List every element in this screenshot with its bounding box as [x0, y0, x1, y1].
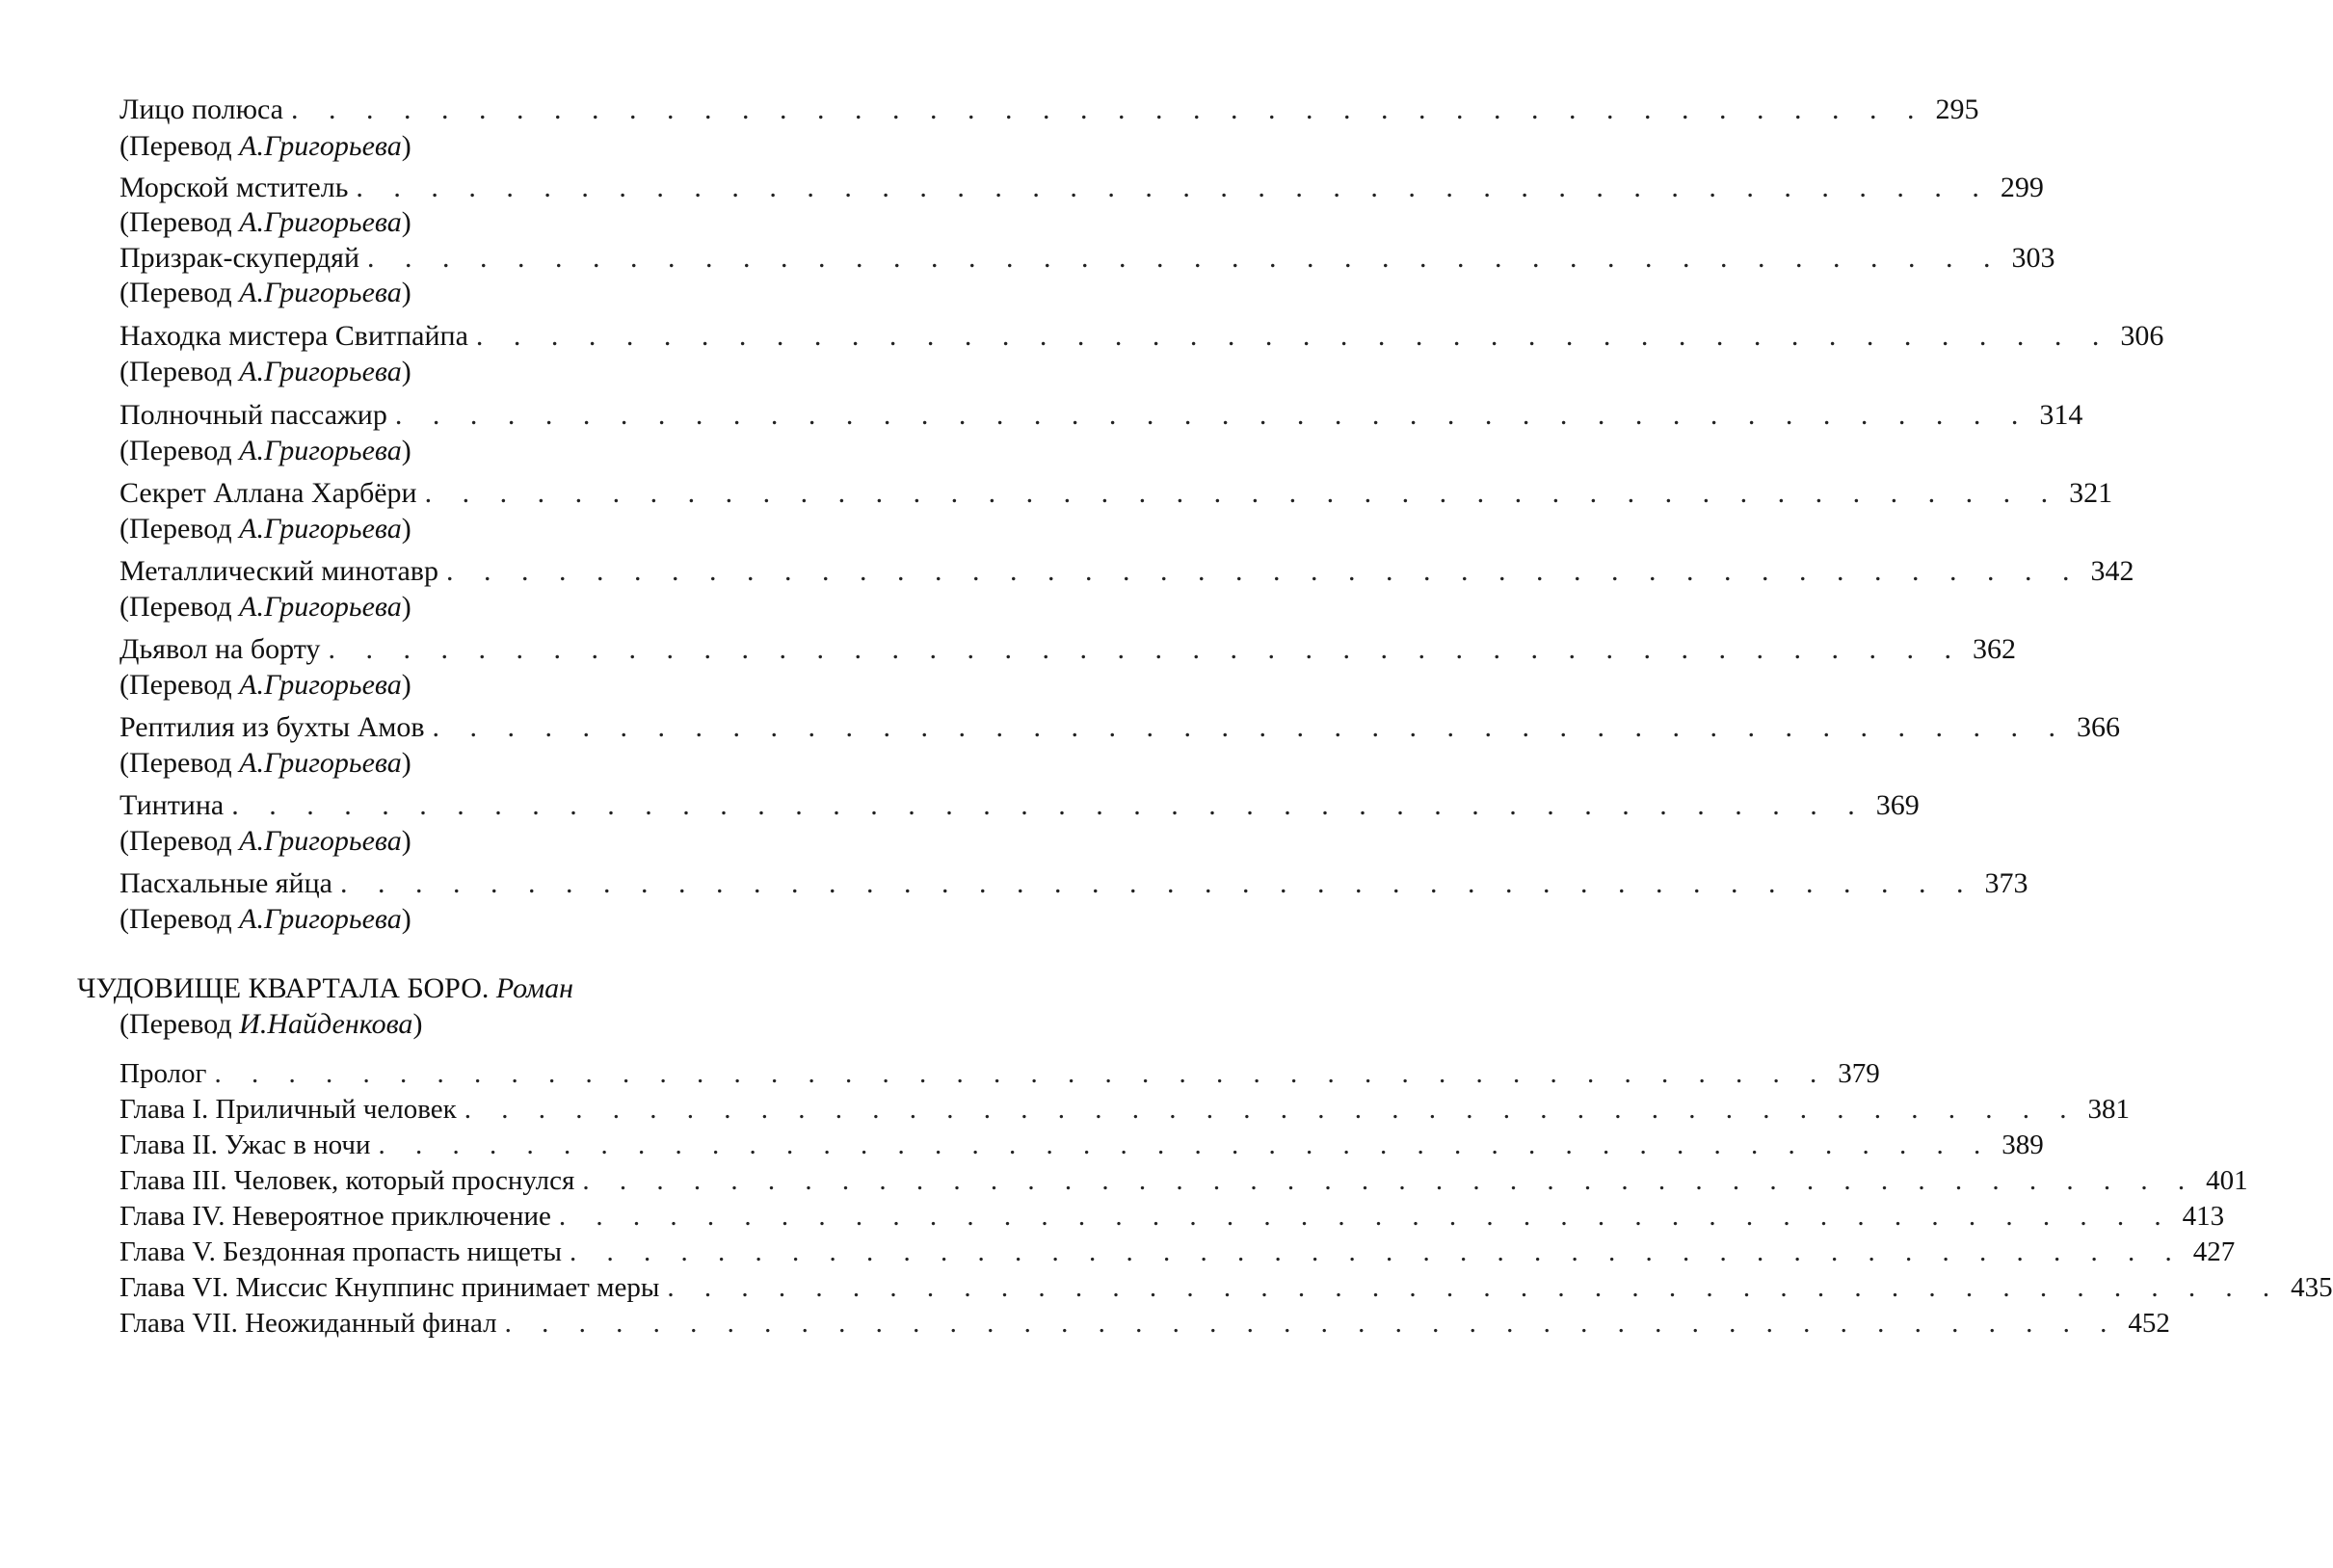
chapter-page: 427	[2192, 1236, 2236, 1267]
entry-credit: (Перевод А.Григорьева)	[119, 435, 411, 466]
translator-name: А.Григорьева	[239, 903, 402, 935]
dot-leader: . . . . . . . . . . . . . . . . . . . . . . . . . . . . . . . . . . . . . . . . . . . .	[394, 399, 2030, 431]
dot-leader: . . . . . . . . . . . . . . . . . . . . . . . . . . . . . . . . . . . . . . . . . . . .	[328, 633, 1963, 665]
chapter-page: 381	[2087, 1094, 2130, 1125]
toc-entry	[119, 398, 2083, 433]
chapter-entry	[119, 1128, 2044, 1162]
novel-heading	[77, 971, 573, 1006]
novel-genre: Роман	[495, 972, 573, 1004]
entry-page: 362	[1972, 633, 2016, 665]
entry-credit: (Перевод А.Григорьева)	[119, 513, 411, 545]
chapter-entry	[119, 1306, 2170, 1341]
chapter-page: 452	[2128, 1308, 2170, 1339]
entry-title: Призрак-скупердяй	[119, 242, 360, 274]
chapter-entry	[119, 1092, 2130, 1127]
entry-credit: (Перевод А.Григорьева)	[119, 825, 411, 857]
entry-credit: (Перевод А.Григорьева)	[119, 356, 411, 387]
translator-name: А.Григорьева	[239, 277, 402, 308]
novel-title: ЧУДОВИЩЕ КВАРТАЛА БОРО.	[77, 972, 490, 1004]
dot-leader: . . . . . . . . . . . . . . . . . . . . . . . . . . . . . . . . . . . . . . . . . . . .	[291, 93, 1926, 125]
entry-page: 373	[1984, 867, 2028, 899]
chapter-page: 389	[2002, 1129, 2044, 1160]
entry-credit: (Перевод А.Григорьева)	[119, 903, 411, 935]
entry-title: Металлический минотавр	[119, 555, 438, 587]
dot-leader: . . . . . . . . . . . . . . . . . . . . . . . . . . . . . . . . . . . . . . . . . . . .	[378, 1129, 1993, 1160]
entry-title: Рептилия из бухты Амов	[119, 711, 425, 743]
novel-credit: (Перевод И.Найденкова)	[119, 1008, 423, 1040]
entry-title: Находка мистера Свитпайпа	[119, 320, 468, 352]
entry-page: 295	[1935, 93, 1979, 125]
entry-page: 321	[2069, 477, 2113, 509]
dot-leader: . . . . . . . . . . . . . . . . . . . . . . . . . . . . . . . . . . . . . . . . . . . .	[367, 242, 2002, 274]
translator-name: А.Григорьева	[239, 669, 402, 701]
translator-name: А.Григорьева	[239, 591, 402, 623]
entry-page: 366	[2077, 711, 2121, 743]
chapter-entry	[119, 1235, 2236, 1269]
entry-title: Лицо полюса	[119, 93, 283, 125]
chapter-title: Глава III. Человек, который проснулся	[119, 1165, 575, 1196]
translator-name: А.Григорьева	[239, 130, 402, 162]
entry-credit: (Перевод А.Григорьева)	[119, 277, 411, 308]
dot-leader: . . . . . . . . . . . . . . . . . . . . . . . . . . . . . . . . . . . . . . . . . . . .	[445, 555, 2081, 587]
toc-entry	[119, 319, 2164, 354]
entry-title: Пасхальные яйца	[119, 867, 332, 899]
entry-page: 306	[2120, 320, 2164, 352]
chapter-title: Глава II. Ужас в ночи	[119, 1129, 371, 1160]
dot-leader: . . . . . . . . . . . . . . . . . . . . . . . . . . . . . . . . . . . . . . . . . . . .	[582, 1165, 2197, 1196]
chapter-title: Глава V. Бездонная пропасть нищеты	[119, 1236, 562, 1267]
entry-title: Секрет Аллана Харбёри	[119, 477, 417, 509]
entry-page: 303	[2011, 242, 2055, 274]
translator-name: А.Григорьева	[239, 747, 402, 779]
chapter-title: Глава VI. Миссис Кнуппинс принимает меры	[119, 1272, 660, 1303]
translator-name: А.Григорьева	[239, 825, 402, 857]
dot-leader: . . . . . . . . . . . . . . . . . . . . . . . . . . . . . . . . . . . . . . . . . . . .	[340, 867, 1975, 899]
dot-leader: . . . . . . . . . . . . . . . . . . . . . . . . . . . . . . . . . . . . . . . . . . . .	[504, 1308, 2119, 1339]
dot-leader: . . . . . . . . . . . . . . . . . . . . . . . . . . . . . . . . . . . . . . . . . . . .	[475, 320, 2111, 352]
translator-name: И.Найденкова	[239, 1008, 413, 1040]
chapter-page: 413	[2182, 1201, 2225, 1232]
toc-entry	[119, 632, 2016, 667]
dot-leader: . . . . . . . . . . . . . . . . . . . . . . . . . . . . . . . . . . . . . . . . . . . .	[424, 477, 2060, 509]
chapter-entry	[119, 1270, 2333, 1305]
entry-page: 299	[2000, 172, 2044, 203]
chapter-page: 435	[2291, 1272, 2333, 1303]
translator-name: А.Григорьева	[239, 206, 402, 238]
chapter-title: Глава IV. Невероятное приключение	[119, 1201, 551, 1232]
chapter-entry	[119, 1056, 1880, 1091]
toc-entry	[119, 171, 2044, 205]
toc-entry	[119, 476, 2113, 511]
dot-leader: . . . . . . . . . . . . . . . . . . . . . . . . . . . . . . . . . . . . . . . . . . . .	[464, 1094, 2079, 1125]
dot-leader: . . . . . . . . . . . . . . . . . . . . . . . . . . . . . . . . . . . . . . . . . . . .	[231, 789, 1867, 821]
entry-title: Дьявол на борту	[119, 633, 321, 665]
dot-leader: . . . . . . . . . . . . . . . . . . . . . . . . . . . . . . . . . . . . . . . . . . . .	[432, 711, 2068, 743]
chapter-title: Глава VII. Неожиданный финал	[119, 1308, 497, 1339]
dot-leader: . . . . . . . . . . . . . . . . . . . . . . . . . . . . . . . . . . . . . . . . . . . .	[558, 1201, 2173, 1232]
toc-entry	[119, 241, 2055, 276]
entry-credit: (Перевод А.Григорьева)	[119, 747, 411, 779]
chapter-title: Пролог	[119, 1058, 207, 1089]
dot-leader: . . . . . . . . . . . . . . . . . . . . . . . . . . . . . . . . . . . . . . . . . . . .	[569, 1236, 2184, 1267]
translator-name: А.Григорьева	[239, 356, 402, 387]
chapter-page: 379	[1838, 1058, 1880, 1089]
entry-credit: (Перевод А.Григорьева)	[119, 669, 411, 701]
entry-title: Полночный пассажир	[119, 399, 387, 431]
dot-leader: . . . . . . . . . . . . . . . . . . . . . . . . . . . . . . . . . . . . . . . . . . . .	[356, 172, 1991, 203]
entry-page: 369	[1875, 789, 1920, 821]
dot-leader: . . . . . . . . . . . . . . . . . . . . . . . . . . . . . . . . . . . . . . . . . . . .	[667, 1272, 2282, 1303]
entry-credit: (Перевод А.Григорьева)	[119, 591, 411, 623]
translator-name: А.Григорьева	[239, 513, 402, 545]
toc-entry	[119, 710, 2121, 745]
entry-page: 314	[2039, 399, 2083, 431]
dot-leader: . . . . . . . . . . . . . . . . . . . . . . . . . . . . . . . . . . . . . . . . . . . .	[214, 1058, 1829, 1089]
toc-entry	[119, 866, 2028, 901]
entry-credit: (Перевод А.Григорьева)	[119, 206, 411, 238]
entry-title: Тинтина	[119, 789, 225, 821]
toc-entry	[119, 554, 2134, 589]
toc-entry	[119, 788, 1920, 823]
entry-credit: (Перевод А.Григорьева)	[119, 130, 411, 162]
toc-entry	[119, 93, 1979, 127]
entry-title: Морской мститель	[119, 172, 349, 203]
chapter-title: Глава I. Приличный человек	[119, 1094, 457, 1125]
chapter-page: 401	[2206, 1165, 2248, 1196]
chapter-entry	[119, 1163, 2248, 1198]
entry-page: 342	[2090, 555, 2134, 587]
translator-name: А.Григорьева	[239, 435, 402, 466]
chapter-entry	[119, 1199, 2225, 1234]
